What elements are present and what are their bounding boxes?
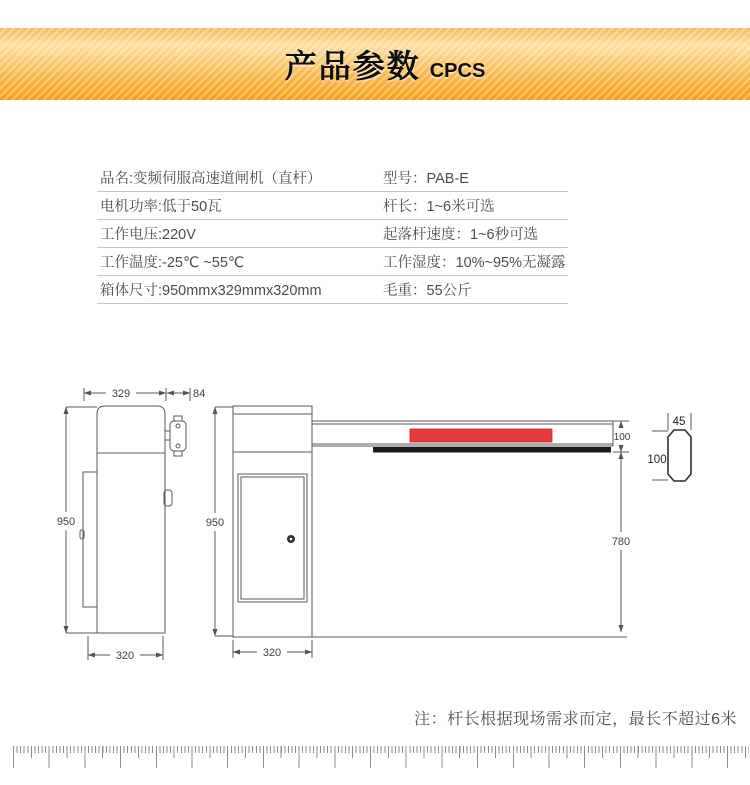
arm-bottom-skirt	[373, 447, 611, 453]
side-arm-bracket	[170, 421, 186, 451]
spec-weight: 毛重：55公斤	[383, 283, 472, 299]
spec-humidity: 工作湿度：10%~95%无凝露	[383, 255, 566, 271]
dim-label-front-height: 950	[205, 517, 225, 529]
dim-label-side-bracket-width: 84	[193, 388, 206, 400]
arm-section-shape	[668, 430, 691, 481]
spec-model: 型号：PAB-E	[383, 171, 469, 187]
spec-row-product	[97, 164, 568, 192]
page-title: 产品参数	[284, 48, 421, 84]
arm-cross-section	[647, 413, 691, 481]
ruler	[13, 746, 749, 768]
spec-row-temperature	[97, 248, 568, 276]
spec-motor-power: 电机功率:低于50瓦	[100, 199, 222, 215]
spec-row-size	[97, 276, 568, 304]
header-text	[285, 41, 486, 87]
spec-product-name: 品名:变频伺服高速道闸机（直杆）	[100, 171, 322, 187]
side-cabinet-head	[97, 406, 165, 453]
barrier-arm	[312, 421, 613, 453]
front-view-drawing	[206, 406, 631, 659]
spec-arm-length: 杆长：1~6米可选	[383, 199, 495, 215]
technical-drawings	[0, 385, 750, 670]
spec-lift-speed: 起落杆速度：1~6秒可选	[383, 227, 539, 243]
header-banner	[0, 28, 750, 100]
dim-label-front-base-width: 320	[262, 647, 282, 659]
dim-label-section-height: 100	[647, 454, 667, 466]
spec-table	[97, 164, 568, 304]
spec-box-size: 箱体尺寸:950mmx329mmx320mm	[100, 283, 322, 299]
arm-red-stripe	[410, 429, 552, 442]
spec-row-power	[97, 192, 568, 220]
dim-label-clearance: 780	[611, 536, 631, 548]
side-cabinet-body	[97, 453, 165, 633]
dim-label-section-width: 45	[672, 416, 686, 428]
dim-label-side-base-width: 320	[115, 650, 135, 662]
note-text: 注：杆长根据现场需求而定，最长不超过6米	[414, 711, 737, 728]
spec-voltage: 工作电压:220V	[100, 227, 196, 243]
spec-temperature: 工作温度:-25℃ ~55℃	[100, 255, 245, 271]
dim-label-side-top-width: 329	[111, 388, 131, 400]
side-view-drawing	[57, 388, 205, 662]
spec-row-voltage	[97, 220, 568, 248]
side-left-panel	[83, 472, 97, 607]
page-subtitle: CPCS	[429, 60, 486, 82]
dim-label-side-height: 950	[56, 516, 76, 528]
door-panel	[238, 474, 307, 602]
dim-label-arm-height: 100	[613, 432, 631, 443]
